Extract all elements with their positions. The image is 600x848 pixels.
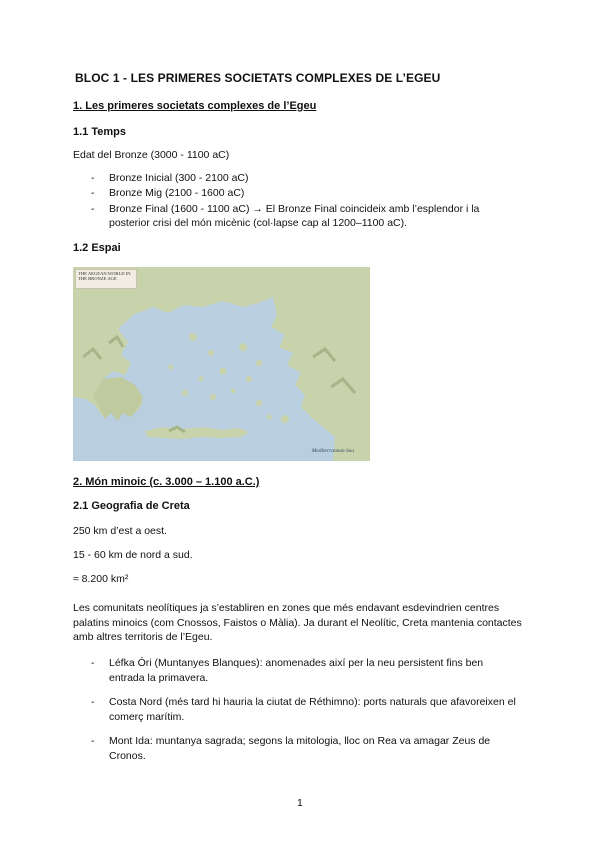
list-item-text: Bronze Final (1600 - 1100 aC) → El Bronze Final coincideix amb l’esplendor i la posterior crisi del món micènic (col·lapse cap al 1200–1100 aC). <box>109 203 480 229</box>
crete-length: 250 km d’est a oest. <box>73 525 167 537</box>
aegean-map <box>73 267 370 461</box>
page-number: 1 <box>297 797 303 809</box>
map-sea-label: Mediterranean Sea <box>311 448 354 454</box>
section-2-heading: 2. Món minoic (c. 3.000 – 1.100 a.C.) <box>73 476 260 488</box>
bullet-dash: - <box>91 735 95 747</box>
list-item <box>91 172 521 184</box>
crete-width: 15 - 60 km de nord a sud. <box>73 549 193 561</box>
bullet-dash: - <box>91 657 95 669</box>
crete-area: ≈ 8.200 km² <box>73 573 129 585</box>
list-item <box>91 202 521 230</box>
subsection-2-1-heading: 2.1 Geografia de Creta <box>73 500 190 512</box>
list-item <box>91 695 521 725</box>
subsection-1-1-heading: 1.1 Temps <box>73 126 126 138</box>
bullet-dash: - <box>91 203 95 215</box>
map-caption: THE AEGEAN WORLD IN THE BRONZE AGE <box>75 269 137 289</box>
bullet-dash: - <box>91 187 95 199</box>
list-item <box>91 187 521 199</box>
list-item-text: Costa Nord (més tard hi hauria la ciutat de Réthimno): ports naturals que afavoreixen el comerç marítim. <box>109 696 516 723</box>
subsection-1-2-heading: 1.2 Espai <box>73 242 121 254</box>
document-title: BLOC 1 - LES PRIMERES SOCIETATS COMPLEXES DE L’EGEU <box>75 71 441 85</box>
section-1-heading: 1. Les primeres societats complexes de l’Egeu <box>73 100 317 112</box>
bronze-age-intro: Edat del Bronze (3000 - 1100 aC) <box>73 149 230 161</box>
list-item-text: Léfka Óri (Muntanyes Blanques): anomenades així per la neu persistent fins ben entrada la primavera. <box>109 657 484 684</box>
list-item <box>91 656 521 686</box>
bullet-dash: - <box>91 696 95 708</box>
list-item-text: Bronze Inicial (300 - 2100 aC) <box>109 172 249 184</box>
list-item-text: Bronze Mig (2100 - 1600 aC) <box>109 187 245 199</box>
aegean-map-image <box>73 267 370 461</box>
list-item-text: Mont Ida: muntanya sagrada; segons la mitologia, lloc on Rea va amagar Zeus de Cronos. <box>109 735 491 762</box>
neolithic-paragraph: Les comunitats neolítiques ja s’establiren en zones que més endavant esdevindrien centres palatins minoics (com Cnossos, Faistos o Màlia). Ja durant el Neolític, Creta mantenia contactes amb altres territoris de l’Egeu. <box>73 602 522 643</box>
bullet-dash: - <box>91 172 95 184</box>
list-item <box>91 734 521 764</box>
